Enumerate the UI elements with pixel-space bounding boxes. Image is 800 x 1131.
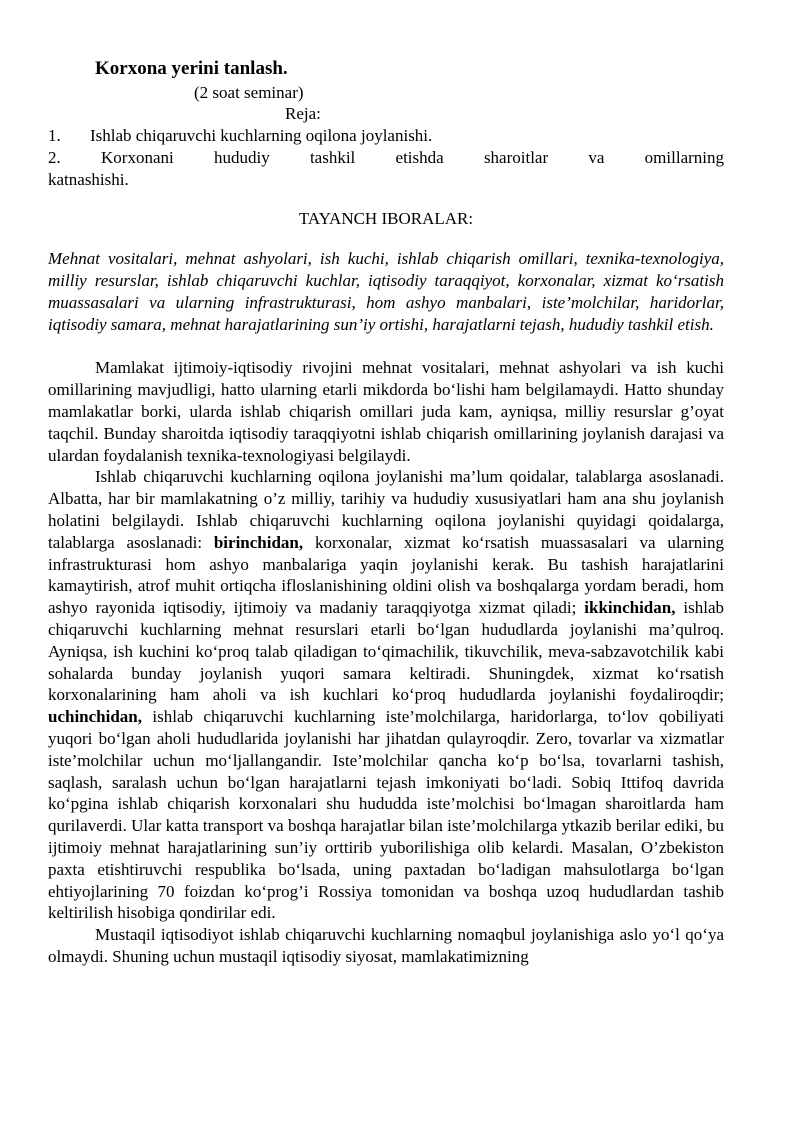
emphasis-uchinchidan: uchinchidan, [48, 707, 143, 727]
plan-label: Reja: [285, 104, 321, 123]
paragraph-3: Mustaqil iqtisodiyot ishlab chiqaruvchi kuchlarning nomaqbul joylanishiga aslo yo‘l qo‘ya olmaydi. Shuning uchun mustaqil iqtisodiy siyosat, mamlakatimizning [48, 925, 724, 966]
plan-item-number: 1. [48, 126, 61, 145]
plan-item-text-line1 [48, 147, 724, 169]
paragraph-text: korxonalar, xizmat ko‘rsatish muassasalari va ularning infrastrukturasi hom ashyo manbalariga yaqin joylanishi kerak. Bu tashish harajatlarini kamaytirish, atrof muhit ortiqcha ifloslanishining oldini olish va boshqalarga yordam beradi, hom ashyo rayonida iqtisodiy, ijtimoiy va madaniy taraqqiyotga xizmat qiladi; [48, 532, 724, 618]
document-page [48, 56, 724, 968]
plan-item-number: 2. [48, 147, 61, 167]
paragraph-text: ishlab chiqaruvchi kuchlarning mehnat resurslari etarli bo‘lgan hududlarda joylanishi ma’qulroq. Ayniqsa, ish kuchini ko‘proq talab qiladigan to‘qimachilik, tikuvchilik, meva-sabzavotchilik kabi sohalarda bunday joylanish yuqori samara keltiradi. Shuningdek, xizmat ko‘rsatish korxonalarining ham aholi va ish kuchlari ko‘proq hududlarda joylanishi foydaliroqdir; [48, 598, 725, 705]
plan-item-text: Korxonani hududiy tashkil etishda sharoitlar va omillarning [101, 147, 725, 167]
plan-item-2 [48, 147, 724, 191]
paragraph-text: ishlab chiqaruvchi kuchlarning iste’molchilarga, haridorlarga, to‘lov qobiliyati yuqori bo‘lgan aholi hududlarida joylanishi har jihatdan qulayroqdir. Zero, tovarlar va xizmatlar iste’molchilar uchun mo‘ljallangandir. Iste’molchilar qancha ko‘p bo‘lsa, tovarlarni tashish, saqlash, saralash uchun bo‘lgan harajatlarni tejash imkoniyati bo‘ladi. Sobiq Ittifoq davrida ko‘pgina ishlab chiqarish korxonalari shu hududda iste’molchisi bo‘lmagan sharoitlarda ham qurilaverdi. Ular katta transport va boshqa harajatlar bilan iste’molchilarga ytkazib berilar ediki, bu ijtimoiy mehnat harajatlarining sun’iy orttirib yuborilishiga olib kelardi. Masalan, O’zbekiston paxta etishtiruvchi respublika bo‘lsada, uning paxtadan bo‘ladigan mahsulotlarga bo‘lgan ehtiyojlarining 70 foizdan ko‘prog’i Rossiya tomonidan va boshqa uzoq hududlardan tashib keltirilish hisobiga qondirilar edi. [48, 707, 725, 923]
page-subtitle: (2 soat seminar) [194, 83, 304, 102]
keywords-heading: TAYANCH IBORALAR: [298, 209, 474, 229]
emphasis-birinchidan: birinchidan, [213, 532, 304, 552]
keywords-list: Mehnat vositalari, mehnat ashyolari, ish kuchi, ishlab chiqarish omillari, texnika-texnologiya, milliy resurslar, ishlab chiqaruvchi kuchlar, iqtisodiy taraqqiyot, korxonalar, xizmat ko‘rsatish muassasalari va ularning infrastrukturasi, hom ashyo manbalari, iste’molchilar, haridorlar, iqtisodiy samara, mehnat harajatlarining sun’iy ortishi, harajatlarni tejash, hududiy tashkil etish. [48, 249, 724, 335]
paragraph-2 [48, 466, 724, 924]
page-title: Korxona yerini tanlash. [95, 58, 288, 79]
emphasis-ikkinchidan: ikkinchidan, [584, 598, 676, 618]
plan-item-text: Ishlab chiqaruvchi kuchlarning oqilona joylanishi. [90, 126, 433, 145]
paragraph-text: Ishlab chiqaruvchi kuchlarning oqilona joylanishi ma’lum qoidalar, talablarga asoslanadi. Albatta, har bir mamlakatning o’z milliy, tarihiy va hududiy xususiyatlari ham ana shu joylanish holatini belgilaydi. Ishlab chiqaruvchi kuchlarning oqilona joylanishi quyidagi qoidalarga, talablarga asoslanadi: [48, 467, 724, 552]
plan-item-text-line2: katnashishi. [48, 169, 129, 189]
paragraph-1: Mamlakat ijtimoiy-iqtisodiy rivojini mehnat vositalari, mehnat ashyolari va ish kuchi omillarining mavjudligi, hatto ularning etarli mikdorda bo‘lishi ham belgilamaydi. Hatto shunday mamlakatlar borki, ularda ishlab chiqarish omillari juda kam, ayniqsa, milliy resurslar g’oyat taqchil. Bunday sharoitda iqtisodiy taraqqiyotni ishlab chiqarish omillarining joylanish darajasi va ulardan foydalanish texnika-texnologiyasi belgilaydi. [48, 358, 724, 465]
plan-item-1 [48, 125, 724, 147]
